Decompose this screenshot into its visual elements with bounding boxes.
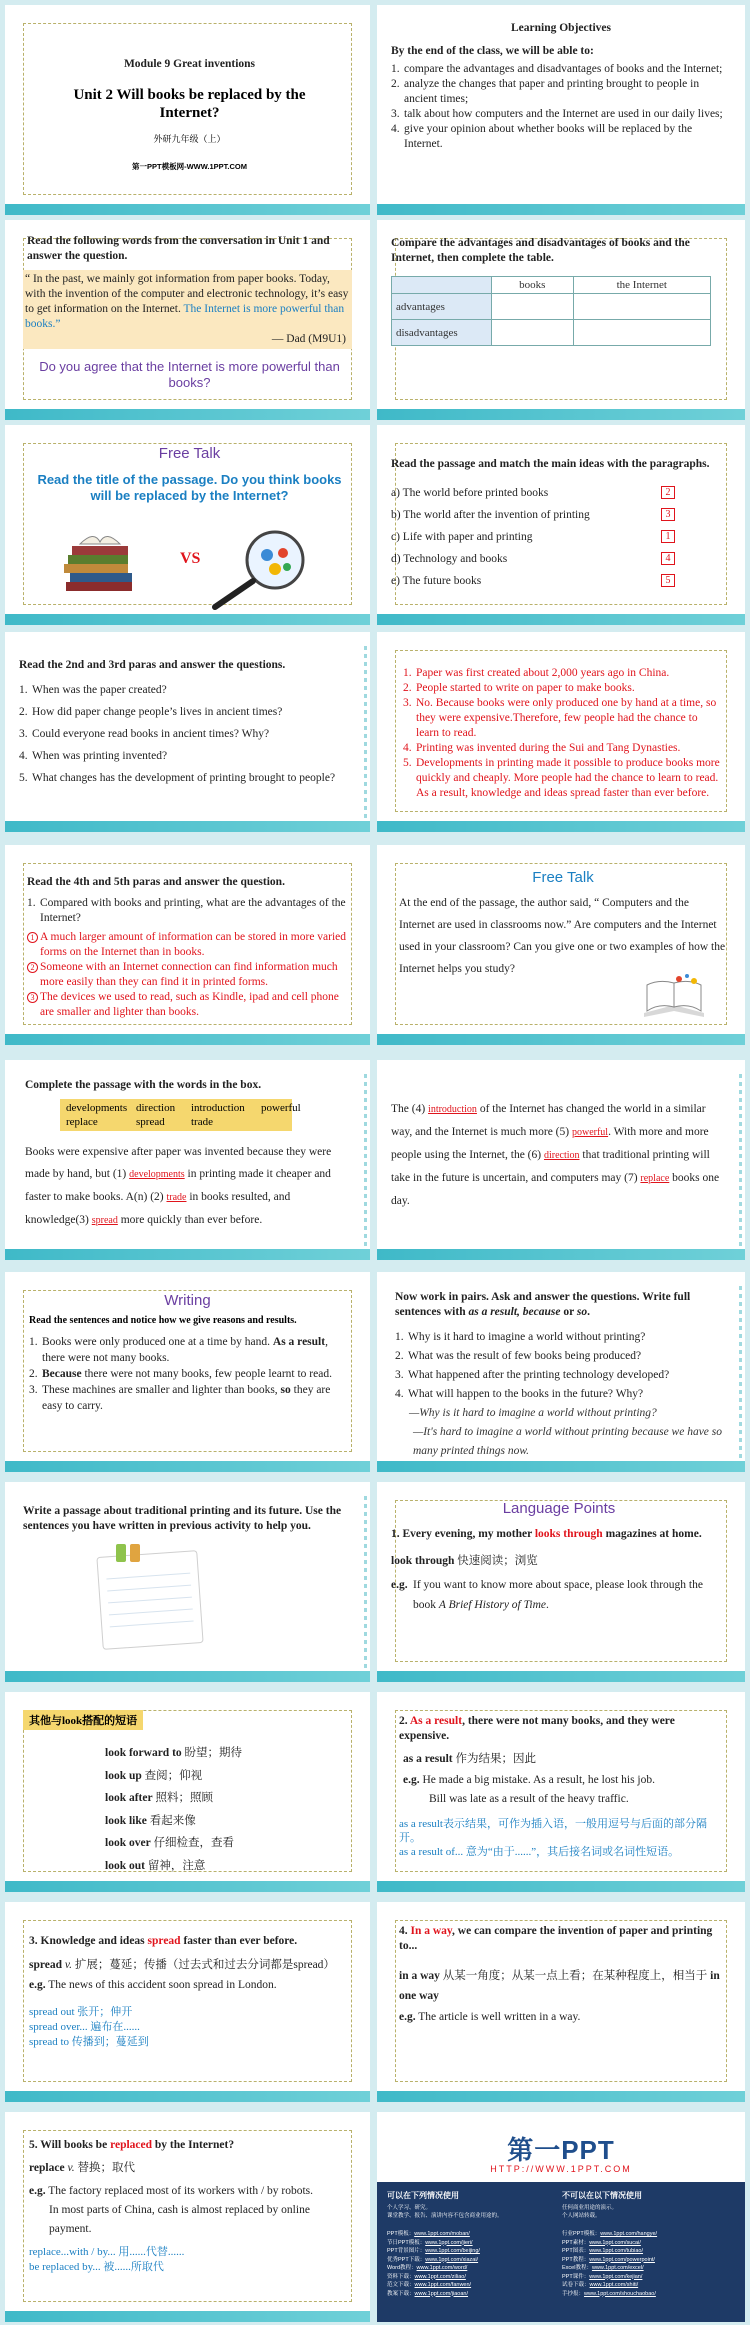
info-panel: 可以在下列情况使用 个人学习、研究。 课堂教学、报告、演讲内容不包含商业用途的。 不可以在以下情况使用 任何商业用途的演示。 个人网站转载。 PPT模板：www.1ppt.com/moban/ 节日PPT模板：www.1ppt.com/jieri/ PPT背景图片：www.1ppt.com/beijing/ 优秀PPT下载：www.1ppt.com/xiazai/ Word教程：www.1ppt.com/word/ 资料下载：www.1ppt.com/ziliao/ 范文下载：www.1ppt.com/fanwen/ 教案下载：www.1ppt.com/jiaoan/ 行业PPT模板：www.1ppt.com/hangye/ PPT素材：www.1ppt.com/sucai/ PPT图表：www.1ppt.com/tubiao/ PPT教程：www.1ppt.com/powerpoint/ Excel教程：www.1ppt.com/excel/ PPT课件：www.1ppt.com/kejian/ 试卷下载：www.1ppt.com/shiti/ 手抄报：www.1ppt.com/shouchaobao/ xyxy=(377,2182,745,2322)
site-link[interactable]: 范文下载：www.1ppt.com/fanwen/ xyxy=(387,2282,472,2288)
phrase-item: look after 照料；照顾 xyxy=(105,1792,213,1804)
site-link[interactable]: PPT教程：www.1ppt.com/powerpoint/ xyxy=(562,2256,655,2263)
site-logo: 第一PPT xyxy=(507,2135,615,2165)
phrase-item: look out 留神，注意 xyxy=(105,1859,206,1872)
objective-item: analyze the changes that paper and printing brought to people in ancient times; xyxy=(404,78,700,105)
slide-complete-passage xyxy=(5,1060,370,1260)
sample-question: —Why is it hard to imagine a world without printing? xyxy=(409,1407,657,1419)
slide-heading: Language Points xyxy=(502,1500,616,1517)
answer-item: 1. Paper was first created about 2,000 years ago in China. xyxy=(403,667,670,679)
example: e.g. If you want to know more about space, please look through the book A Brief History of Time. xyxy=(391,1579,703,1611)
question: Do you agree that the Internet is more powerful than books? xyxy=(39,359,340,390)
match-row: a) The world before printed books 2 xyxy=(391,486,727,508)
site-url[interactable]: HTTP://WWW.1PPT.COM xyxy=(490,2164,632,2174)
slide-questions-4-5 xyxy=(5,845,370,1045)
site-link[interactable]: Word教程：www.1ppt.com/word/ xyxy=(387,2265,468,2271)
instruction: Read the 2nd and 3rd paras and answer the questions. xyxy=(19,659,286,671)
instruction: Read the sentences and notice how we give reasons and results. xyxy=(29,1315,297,1326)
objective-item: give your opinion about whether books will be replaced by the Internet. xyxy=(404,123,693,150)
slide-complete-passage-2 xyxy=(377,1060,745,1260)
instruction: Read the 4th and 5th paras and answer the question. xyxy=(27,876,285,888)
phrase-item: look over 仔细检查，查看 xyxy=(105,1837,235,1849)
notepad-icon xyxy=(90,1542,210,1652)
question: Read the title of the passage. Do you think books will be replaced by the Internet? xyxy=(37,472,342,503)
answer-item: 3. No. Because books were only produced one by hand at a time, so they were expensive.Therefore, few people had the chance to learn to read. xyxy=(403,697,717,739)
phrase-definition: as a result 作为结果；因此 xyxy=(403,1753,536,1765)
table-cell[interactable] xyxy=(573,320,710,346)
question-item: 2. What was the result of few books being produced? xyxy=(395,1350,642,1362)
objective-item: compare the advantages and disadvantages of books and the Internet; xyxy=(404,63,723,75)
slide-language-points xyxy=(377,1482,745,1682)
quote-text: “ In the past, we mainly got information from paper books. Today, with the invention of the computer and electronic technology, it’s easy to get information on the Internet. xyxy=(25,273,349,315)
answer-blank[interactable]: developments xyxy=(129,1169,185,1180)
bottom-strip xyxy=(5,204,370,215)
question-item: 1. When was the paper created? xyxy=(19,684,167,696)
slide-site-info xyxy=(377,2112,745,2322)
magnifier-internet-icon xyxy=(205,525,315,615)
usage-note: spread over... 遍布在...... xyxy=(29,2021,140,2033)
module-title: Module 9 Great inventions xyxy=(123,58,256,70)
instruction: Read the following words from the conversation in Unit 1 and answer the question. xyxy=(27,235,330,262)
word-box: developments direction introduction powerful replace spread trade xyxy=(60,1099,292,1131)
question-item: 4. When was printing invented? xyxy=(19,750,168,762)
example: e.g. The article is well written in a way. xyxy=(399,2011,581,2023)
instruction: Now work in pairs. Ask and answer the questions. Write full sentences with as a result, because or so. xyxy=(395,1291,691,1318)
answer-box[interactable]: 3 xyxy=(661,508,675,521)
allowed-title: 可以在下列情况使用 xyxy=(387,2191,459,2200)
slide-spread xyxy=(5,1902,370,2102)
slide-objectives: Learning Objectives By the end of the class, we will be able to: 1. compare the advantages and disadvantages of books and the Internet; 2. analyze the changes that paper and printing brought to people in ancient times; 3. talk about how computers and the Internet are used in our daily lives; 4. give your opinion about whether books will be replaced by the Internet. xyxy=(377,5,745,215)
compare-table xyxy=(391,276,711,346)
table-cell[interactable] xyxy=(492,320,574,346)
slide-write-passage xyxy=(5,1482,370,1682)
slide-in-a-way xyxy=(377,1902,745,2102)
site-link[interactable]: Excel教程：www.1ppt.com/excel/ xyxy=(562,2265,644,2271)
passage: The (4) introduction of the Internet has changed the world in a similar way, and the Internet is much more (5) powerful. With more and more people using the Internet, the (6) direction that traditional printing will take in the future is uncertain, and computers may (7) replace books one day. xyxy=(391,1103,720,1207)
answer-box[interactable]: 5 xyxy=(661,574,675,587)
sentence-item: 1. Books were only produced one at a time by hand. As a result, there were not many books. xyxy=(29,1336,328,1364)
site-link[interactable]: 优秀PPT下载：www.1ppt.com/xiazai/ xyxy=(387,2256,479,2263)
books-stack-icon xyxy=(60,530,140,600)
word-definition: spread v. 扩展；蔓延；传播（过去式和过去分词都是spread） xyxy=(29,1959,335,1971)
question-item: 3. Could everyone read books in ancient times? Why? xyxy=(19,728,270,740)
site-link[interactable]: PPT图表：www.1ppt.com/tubiao/ xyxy=(562,2248,644,2254)
match-row: d) Technology and books 4 xyxy=(391,552,727,574)
slide-compare-table xyxy=(377,220,745,420)
unit-title: Unit 2 Will books be replaced by the Internet? xyxy=(73,87,306,121)
quote-highlight: The Internet is more powerful than books.” xyxy=(25,303,345,330)
row-disadvantages: disadvantages xyxy=(392,320,492,346)
phrase-item: look up 查阅；仰视 xyxy=(105,1769,203,1782)
link-list-left xyxy=(387,2230,480,2298)
instruction: Read the passage and match the main ideas with the paragraphs. xyxy=(391,458,710,470)
site-link[interactable]: 资料下载：www.1ppt.com/ziliao/ xyxy=(387,2273,466,2280)
site-link[interactable]: PPT背景图片：www.1ppt.com/beijing/ xyxy=(387,2248,480,2254)
example-sentence: 3. Knowledge and ideas spread faster than ever before. xyxy=(29,1935,298,1947)
row-advantages: advantages xyxy=(392,294,492,320)
usage-note: be replaced by... 被......所取代 xyxy=(29,2261,164,2273)
phrase-definition: in a way 从某一角度；从某一点上看；在某种程度上，相当于 in one way xyxy=(399,1970,720,2002)
match-row: e) The future books 5 xyxy=(391,574,727,596)
sentence-item: 2. Because there were not many books, few people learnt to read. xyxy=(29,1368,332,1380)
phrase-item: look forward to 盼望；期待 xyxy=(105,1747,243,1759)
example: In most parts of China, cash is almost replaced by online payment. xyxy=(49,2204,310,2235)
slide-look-phrases xyxy=(5,1692,370,1892)
table-cell[interactable] xyxy=(573,294,710,320)
vs-label: VS xyxy=(180,550,201,567)
slide-writing xyxy=(5,1272,370,1472)
question-item: 2. How did paper change people’s lives in ancient times? xyxy=(19,706,283,718)
site-link[interactable]: 试卷下载：www.1ppt.com/shiti/ xyxy=(562,2282,639,2288)
slide-questions-2-3 xyxy=(5,632,370,832)
answer-blank[interactable]: replace xyxy=(640,1173,670,1184)
forbidden-title: 不可以在以下情况使用 xyxy=(562,2191,642,2200)
example-sentence: 1. Every evening, my mother looks through magazines at home. xyxy=(391,1528,702,1540)
word-definition: replace v. 替换；取代 xyxy=(29,2162,135,2174)
sentence-item: 3. These machines are smaller and lighter than books, so they are easy to carry. xyxy=(29,1384,331,1412)
slide-heading: Free Talk xyxy=(532,869,594,886)
grade-label: 外研九年级（上） xyxy=(153,134,226,144)
answer-item: 3 The devices we used to read, such as Kindle, ipad and cell phone are smaller and lighter than books. xyxy=(27,990,352,1020)
site-link[interactable]: PPT课件：www.1ppt.com/kejian/ xyxy=(562,2273,643,2280)
objectives-title: Learning Objectives xyxy=(511,22,611,34)
match-row: b) The world after the invention of printing 3 xyxy=(391,508,727,530)
example-sentence: 5. Will books be replaced by the Internet? xyxy=(29,2139,235,2151)
instruction: Compare the advantages and disadvantages of books and the Internet, then complete the table. xyxy=(391,237,690,264)
answer-item: 2. People started to write on paper to make books. xyxy=(403,682,635,694)
answer-box[interactable]: 1 xyxy=(661,530,675,543)
question-item: 5. What changes has the development of printing brought to people? xyxy=(19,772,336,784)
question-item: 1. Why is it hard to imagine a world without printing? xyxy=(395,1331,646,1343)
answer-blank[interactable]: spread xyxy=(91,1215,118,1226)
slide-dad-quote xyxy=(5,220,370,420)
quote-source: — Dad (M9U1) xyxy=(271,333,346,345)
usage-note: spread to 传播到；蔓延到 xyxy=(29,2036,149,2048)
slide-free-talk xyxy=(5,425,370,625)
example: e.g. The factory replaced most of its workers with / by robots. xyxy=(29,2185,314,2197)
quote-box xyxy=(23,270,352,349)
link-list-right xyxy=(562,2230,657,2298)
site-link[interactable]: 行业PPT模板：www.1ppt.com/hangye/ xyxy=(562,2231,658,2237)
answer-item: 2 Someone with an Internet connection can find information much more easily than they can find it in printed forms. xyxy=(27,960,352,990)
slide-title xyxy=(5,5,370,215)
slide-heading: Free Talk xyxy=(158,445,221,462)
site-link[interactable]: 教案下载：www.1ppt.com/jiaoan/ xyxy=(387,2290,469,2297)
site-link[interactable]: 手抄报：www.1ppt.com/shouchaobao/ xyxy=(562,2290,656,2297)
sample-answer: —It's hard to imagine a world without printing because we have so many printed things now. xyxy=(413,1426,723,1457)
slide-heading: Writing xyxy=(164,1292,211,1309)
answer-blank[interactable]: powerful xyxy=(571,1127,609,1138)
phrase-definition: look through 快速阅读；浏览 xyxy=(391,1555,538,1567)
slide-answers-2-3 xyxy=(377,632,745,832)
question-item: 4. What will happen to the books in the future? Why? xyxy=(395,1388,644,1400)
site-link[interactable]: PPT素材：www.1ppt.com/sucai/ xyxy=(562,2239,641,2246)
phrase-item: look like 看起来像 xyxy=(105,1814,196,1827)
example: e.g. The news of this accident soon spread in London. xyxy=(29,1979,277,1991)
example-sentence: 2. As a result, there were not many books, and they were expensive. xyxy=(399,1715,675,1742)
objective-item: talk about how computers and the Internet are used in our daily lives; xyxy=(404,108,723,120)
instruction: Complete the passage with the words in the box. xyxy=(25,1079,262,1091)
objectives-intro: By the end of the class, we will be able to: xyxy=(391,45,594,57)
usage-note: as a result of... 意为“由于......”，其后接名词或名词性短语。 xyxy=(399,1846,680,1858)
bottom-strip xyxy=(377,204,745,215)
answer-blank[interactable]: introduction xyxy=(428,1104,477,1115)
section-header: 其他与look搭配的短语 xyxy=(23,1710,143,1730)
usage-note: as a result表示结果，可作为插入语，一般用逗号与后面的部分隔开。 xyxy=(399,1818,707,1844)
answer-item: 1 A much larger amount of information can be stored in more varied forms on the Internet than in books. xyxy=(27,930,352,960)
discussion-text: At the end of the passage, the author said, “ Computers and the Internet are used in classrooms now.” Are computers and the Internet used in your classroom? Can you give one or two examples of how the Internet helps you study? xyxy=(399,897,726,975)
usage-note: replace...with / by... 用......代替...... xyxy=(29,2246,185,2258)
slide-replace xyxy=(5,2112,370,2322)
answer-box[interactable]: 4 xyxy=(661,552,675,565)
passage: Books were expensive after paper was invented because they were made by hand, but (1) developments in printing made it cheaper and faster to make books. A(n) (2) trade in books resulted, and knowledge(3) spread more quickly than ever before. xyxy=(25,1146,332,1226)
site-label: 第一PPT模板网-WWW.1PPT.COM xyxy=(132,162,247,171)
question: 1. Compared with books and printing, what are the advantages of the Internet? xyxy=(27,897,346,924)
answer-item: 5. Developments in printing made it possible to produce books more quickly and cheaply. More people had the chance to learn to read. As a result, knowledge and ideas spread faster than ever before. xyxy=(403,757,720,799)
answer-blank[interactable]: trade xyxy=(166,1192,187,1203)
table-cell[interactable] xyxy=(492,294,574,320)
example-sentence: 4. In a way, we can compare the invention of paper and printing to... xyxy=(399,1925,713,1952)
question-item: 3. What happened after the printing technology developed? xyxy=(395,1369,670,1381)
slide-pair-work xyxy=(377,1272,745,1472)
answer-box[interactable]: 2 xyxy=(661,486,675,499)
slide-free-talk-2 xyxy=(377,845,745,1045)
slide-as-a-result xyxy=(377,1692,745,1892)
slide-match-ideas xyxy=(377,425,745,625)
site-link[interactable]: 节日PPT模板：www.1ppt.com/jieri/ xyxy=(387,2239,473,2246)
example: Bill was late as a result of the heavy traffic. xyxy=(429,1793,629,1805)
match-row: c) Life with paper and printing 1 xyxy=(391,530,727,552)
header-internet: the Internet xyxy=(573,277,710,294)
answer-blank[interactable]: direction xyxy=(543,1150,580,1161)
site-link[interactable]: PPT模板：www.1ppt.com/moban/ xyxy=(387,2231,470,2237)
instruction: Write a passage about traditional printing and its future. Use the sentences you have written in previous activity to help you. xyxy=(23,1505,342,1532)
open-book-icon xyxy=(639,973,709,1023)
answer-item: 4. Printing was invented during the Sui and Tang Dynasties. xyxy=(403,742,681,754)
usage-note: spread out 张开；伸开 xyxy=(29,2006,133,2018)
header-books: books xyxy=(492,277,574,294)
example: e.g. He made a big mistake. As a result, he lost his job. xyxy=(403,1774,655,1786)
